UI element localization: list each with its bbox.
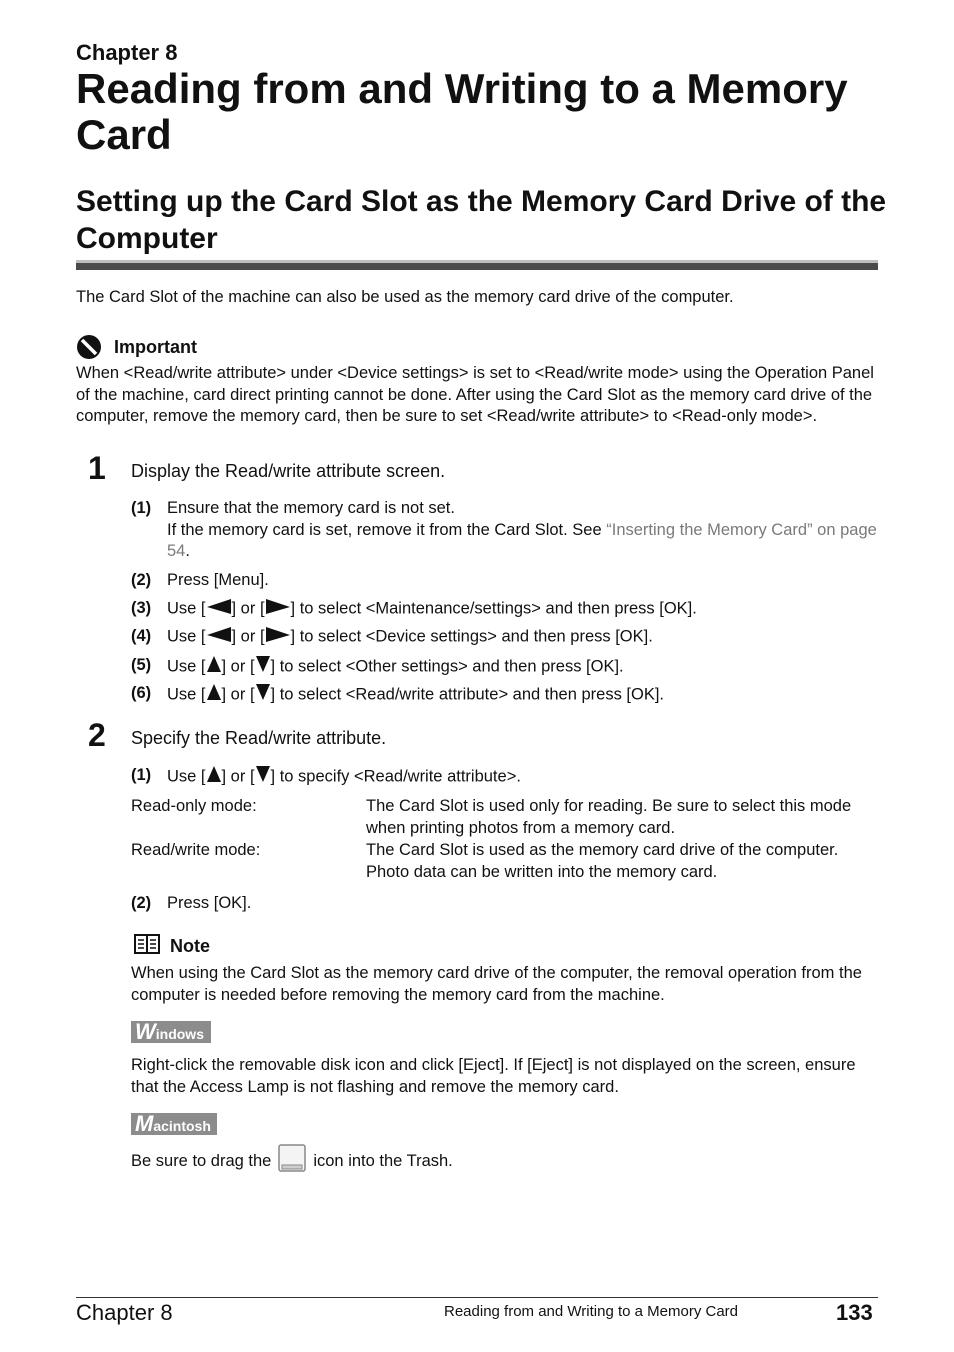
footer-chapter: Chapter 8 <box>76 1300 173 1325</box>
step-1-substep-1 <box>131 498 881 563</box>
substep-text: ] or [ <box>231 627 265 646</box>
substep-text: ] to specify <Read/write attribute>. <box>270 767 521 786</box>
windows-badge-rest: indows <box>155 1026 204 1042</box>
important-heading <box>76 334 197 360</box>
down-arrow-icon <box>255 765 271 790</box>
down-arrow-icon <box>255 683 271 708</box>
step-2-substep-2 <box>131 893 881 915</box>
substep-number: (1) <box>131 499 152 517</box>
step-2-substep-1 <box>131 765 881 790</box>
windows-text: Right-click the removable disk icon and click [Eject]. If [Eject] is not displayed on the screen, ensure that the Access Lamp is not flashing and remove the memory card. <box>131 1056 856 1096</box>
macintosh-text-pre: Be sure to drag the <box>131 1151 272 1170</box>
substep-text: Use [ <box>167 685 206 704</box>
page-number: 133 <box>836 1300 873 1325</box>
windows-badge-initial: W <box>135 1019 156 1044</box>
important-label: Important <box>114 336 197 357</box>
macintosh-badge <box>131 1113 217 1135</box>
book-icon <box>134 933 160 960</box>
step-1-substep-3 <box>131 598 881 621</box>
chapter-label: Chapter 8 <box>76 40 178 65</box>
substep-text: ] or [ <box>231 599 265 618</box>
chapter-title: Reading from and Writing to a Memory Card <box>76 65 848 158</box>
macintosh-text-post: icon into the Trash. <box>313 1151 453 1170</box>
macintosh-badge-rest: acintosh <box>153 1118 211 1134</box>
substep-text: ] to select <Maintenance/settings> and then press [OK]. <box>290 599 697 618</box>
substep-text: ] or [ <box>221 657 255 676</box>
prohibited-icon <box>76 334 102 360</box>
substep-text: Press [Menu]. <box>167 571 269 589</box>
step-1-substep-4 <box>131 626 881 649</box>
intro-paragraph: The Card Slot of the machine can also be used as the memory card drive of the computer. <box>76 288 734 306</box>
step-1-substep-6 <box>131 683 881 708</box>
substep-text: Press [OK]. <box>167 894 252 912</box>
section-rule-dark <box>76 263 878 270</box>
step-1-substep-5 <box>131 655 881 680</box>
substep-number: (2) <box>131 571 152 589</box>
left-arrow-icon <box>206 598 232 621</box>
right-arrow-icon <box>265 626 291 649</box>
up-arrow-icon <box>206 655 222 680</box>
note-text: When using the Card Slot as the memory card drive of the computer, the removal operation from the computer is needed before removing the memory card from the machine. <box>131 964 862 1004</box>
substep-number: (5) <box>131 656 152 674</box>
substep-text: ] to select <Other settings> and then press [OK]. <box>270 657 624 676</box>
substep-text: ] to select <Device settings> and then press [OK]. <box>290 627 653 646</box>
section-title: Setting up the Card Slot as the Memory Card Drive of the Computer <box>76 185 887 255</box>
up-arrow-icon <box>206 765 222 790</box>
substep-number: (3) <box>131 599 152 617</box>
read-only-mode-description: The Card Slot is used only for reading. Be sure to select this mode when printing photos from a memory card. <box>366 797 852 837</box>
footer-title: Reading from and Writing to a Memory Card <box>444 1303 739 1320</box>
macintosh-badge-initial: M <box>135 1111 154 1136</box>
inserting-memory-card-link[interactable]: “Inserting the Memory Card” on page 54 <box>167 520 877 560</box>
footer-rule <box>76 1297 878 1298</box>
step-2-text: Specify the Read/write attribute. <box>131 728 387 748</box>
read-write-mode-description: The Card Slot is used as the memory card drive of the computer. Photo data can be written into the memory card. <box>366 841 839 881</box>
substep-number: (1) <box>131 766 152 784</box>
substep-text: Ensure that the memory card is not set. <box>167 499 455 517</box>
step-2-number: 2 <box>88 717 106 753</box>
removable-disk-icon <box>277 1143 307 1180</box>
right-arrow-icon <box>265 598 291 621</box>
substep-number: (6) <box>131 684 152 702</box>
note-heading <box>134 933 210 960</box>
step-1-number: 1 <box>88 450 106 486</box>
step-1-text: Display the Read/write attribute screen. <box>131 461 446 481</box>
macintosh-text <box>131 1143 453 1180</box>
left-arrow-icon <box>206 626 232 649</box>
read-write-mode-term: Read/write mode: <box>131 841 261 859</box>
substep-text: If the memory card is set, remove it from the Card Slot. See <box>167 520 607 539</box>
read-only-mode-term: Read-only mode: <box>131 797 257 815</box>
important-text: When <Read/write attribute> under <Device settings> is set to <Read/write mode> using the Operation Panel of the machine, card direct printing cannot be done. After using the Card Slot as the memory card drive of the computer, remove the memory card, then be sure to set <Read/write attribute> to <Read-only mode>. <box>76 364 874 425</box>
substep-text: Use [ <box>167 599 206 618</box>
step-1-substep-2 <box>131 570 881 592</box>
down-arrow-icon <box>255 655 271 680</box>
substep-number: (4) <box>131 627 152 645</box>
up-arrow-icon <box>206 683 222 708</box>
substep-text: Use [ <box>167 767 206 786</box>
substep-text: ] or [ <box>221 767 255 786</box>
substep-text: ] to select <Read/write attribute> and then press [OK]. <box>270 685 664 704</box>
note-label: Note <box>170 936 210 956</box>
windows-badge <box>131 1021 211 1043</box>
substep-text: . <box>185 542 190 560</box>
substep-text: Use [ <box>167 657 206 676</box>
substep-text: Use [ <box>167 627 206 646</box>
substep-number: (2) <box>131 894 152 912</box>
substep-text: ] or [ <box>221 685 255 704</box>
